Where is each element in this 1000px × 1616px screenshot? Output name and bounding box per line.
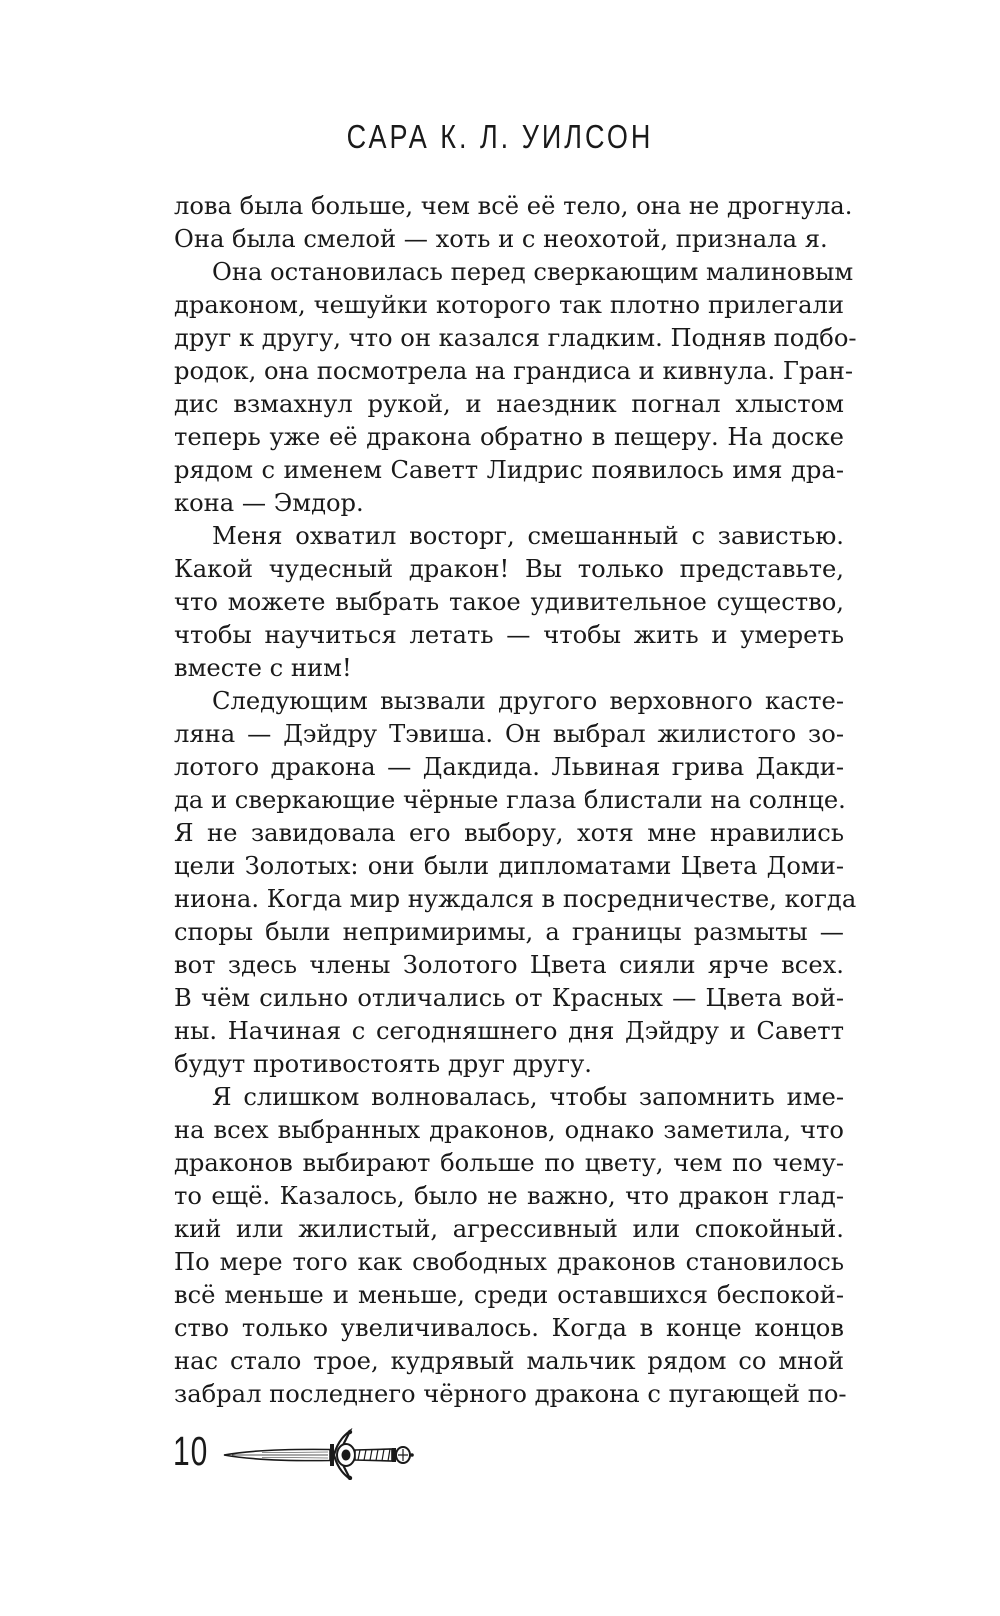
text-line: родок, она посмотрела на грандиса и кивнула. Гран-: [174, 357, 854, 385]
text-line: рядом с именем Саветт Лидрис появилось имя дра-: [174, 456, 844, 484]
text-line: споры были непримиримы, а границы размыты —: [174, 918, 844, 946]
text-line: Я не завидовала его выбору, хотя мне нравились: [174, 819, 844, 847]
text-line: ниона. Когда мир нуждался в посредничестве, когда: [174, 885, 857, 913]
text-line: ляна — Дэйдру Тэвиша. Он выбрал жилистого зо-: [174, 720, 844, 748]
text-line: Какой чудесный дракон! Вы только представьте,: [174, 555, 844, 583]
text-line: забрал последнего чёрного дракона с пугающей по-: [174, 1380, 847, 1408]
text-line: кий или жилистый, агрессивный или спокойный.: [174, 1215, 844, 1243]
text-line: нас стало трое, кудрявый мальчик рядом со мной: [174, 1347, 844, 1375]
text-line: цели Золотых: они были дипломатами Цвета Доми-: [174, 852, 844, 880]
text-line: чтобы научиться летать — чтобы жить и умереть: [174, 621, 844, 649]
text-line: драконов выбирают больше по цвету, чем по чему-: [174, 1149, 844, 1177]
text-line: Меня охватил восторг, смешанный с завистью.: [212, 522, 844, 550]
text-line: ны. Начиная с сегодняшнего дня Дэйдру и Саветт: [174, 1017, 844, 1045]
text-line: Я слишком волновалась, чтобы запомнить име-: [212, 1083, 844, 1111]
text-line: будут противостоять друг другу.: [174, 1050, 592, 1078]
text-line: что можете выбрать такое удивительное существо,: [174, 588, 844, 616]
text-line: В чём сильно отличались от Красных — Цвета вой-: [174, 984, 844, 1012]
text-line: то ещё. Казалось, было не важно, что дракон глад-: [174, 1182, 844, 1210]
text-line: кона — Эмдор.: [174, 489, 364, 517]
text-line: на всех выбранных драконов, однако заметила, что: [174, 1116, 844, 1144]
text-line: Следующим вызвали другого верховного касте-: [212, 687, 844, 715]
text-line: ство только увеличивалось. Когда в конце концов: [174, 1314, 844, 1342]
text-line: лотого дракона — Дакдида. Львиная грива Дакди-: [174, 753, 844, 781]
text-line: Она была смелой — хоть и с неохотой, признала я.: [174, 225, 828, 253]
body-text: [174, 190, 857, 1411]
dagger-icon: [222, 1428, 414, 1480]
text-line: Она остановилась перед сверкающим малиновым: [212, 258, 854, 286]
text-line: лова была больше, чем всё её тело, она не дрогнула.: [174, 192, 853, 220]
text-line: дис взмахнул рукой, и наездник погнал хлыстом: [174, 390, 844, 418]
running-header: САРА К. Л. УИЛСОН: [346, 118, 654, 156]
text-line: вместе с ним!: [174, 654, 352, 682]
page-number: 10: [173, 1430, 209, 1475]
text-line: да и сверкающие чёрные глаза блистали на солнце.: [174, 786, 846, 814]
text-line: По мере того как свободных драконов становилось: [174, 1248, 844, 1276]
text-line: друг к другу, что он казался гладким. Подняв подбо-: [174, 324, 857, 352]
text-line: драконом, чешуйки которого так плотно прилегали: [174, 291, 844, 319]
text-line: всё меньше и меньше, среди оставшихся беспокой-: [174, 1281, 844, 1309]
text-line: вот здесь члены Золотого Цвета сияли ярче всех.: [174, 951, 844, 979]
text-line: теперь уже её дракона обратно в пещеру. На доске: [174, 423, 844, 451]
